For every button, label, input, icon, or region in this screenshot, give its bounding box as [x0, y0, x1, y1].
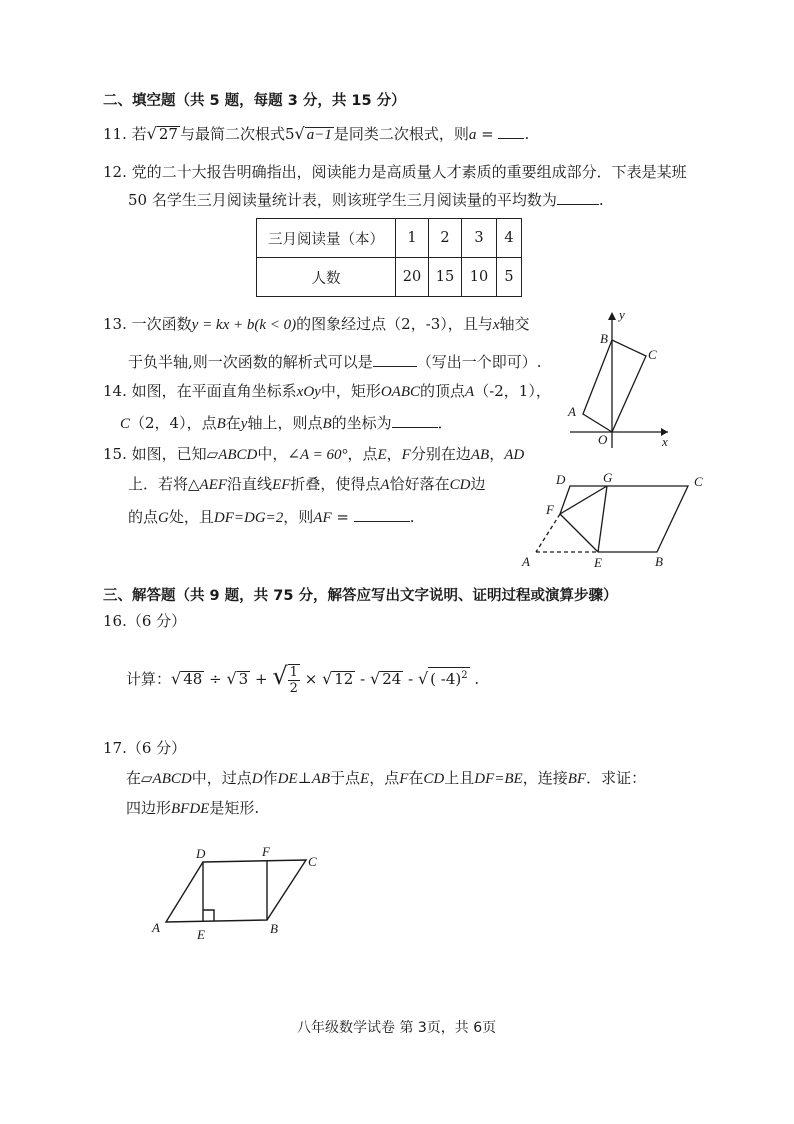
question-15: 15. 如图，已知▱ABCD中，∠A = 60°，点E，F分别在边AB，AD [103, 445, 525, 463]
label-c: C [648, 347, 657, 362]
table-row-label: 人数 [257, 258, 396, 297]
table-cell: 2 [429, 219, 462, 258]
label-a: A [152, 920, 160, 935]
table-cell: 10 [462, 258, 497, 297]
label-g: G [603, 470, 613, 485]
table-row [257, 219, 522, 258]
label-c: C [308, 854, 317, 869]
reading-stats-table [256, 218, 522, 297]
question-16-expression: 计算：√ 48 ÷ √ 3 + √ $\frac{1}{2}$ × √ 12 - √ 24 - √ ( -4)$^2$ . [126, 662, 480, 696]
answer-blank [373, 352, 417, 367]
question-17-line2: 四边形BFDE是矩形. [126, 799, 260, 817]
segment-fe [560, 514, 598, 552]
segment-af-dashed [536, 514, 560, 552]
question-number: 14. [103, 382, 127, 400]
table-cell: 4 [497, 219, 522, 258]
question-number: 11. [103, 125, 127, 143]
question-13: 13. 一次函数y = kx + b(k < 0)的图象经过点（2，-3），且与x轴交 [103, 315, 530, 333]
question-number: 12. [103, 163, 127, 181]
question-17-line1: 在▱ABCD中，过点D作DE⊥AB于点E，点F在CD上且DF=BE，连接BF．求证： [126, 769, 647, 787]
table-cell: 20 [396, 258, 429, 297]
question-11: 11. 若√ 27 与最简二次根式5√ a−1 是同类二次根式，则a = . [103, 124, 530, 143]
y-axis-arrow [608, 312, 616, 320]
label-e: E [197, 927, 205, 942]
question-number: 16. [103, 612, 127, 630]
label-a: A [522, 554, 530, 569]
question-16-header: 16.（6 分） [103, 612, 187, 630]
question-14-line2: C（2，4），点B在y轴上，则点B的坐标为 ． [120, 414, 453, 432]
question-number: 15. [103, 445, 127, 463]
parallelogram-outline [560, 486, 688, 552]
rectangle-oabc [583, 340, 646, 432]
label-c: C [694, 474, 703, 489]
question-12-line2: 50 名学生三月阅读量统计表，则该班学生三月阅读量的平均数为 . [128, 191, 604, 209]
question-15-line2: 上．若将△AEF沿直线EF折叠，使得点A恰好落在CD边 [128, 475, 486, 493]
label-d: D [556, 472, 566, 487]
question-13-line2: 于负半轴,则一次函数的解析式可以是 （写出一个即可）. [128, 353, 542, 371]
answer-blank [392, 413, 438, 428]
question-17-header: 17.（6 分） [103, 739, 187, 757]
figure-parallelogram-bfde [146, 842, 336, 944]
label-o: O [598, 432, 608, 447]
segment-fg [560, 486, 607, 514]
label-b: B [655, 554, 663, 569]
label-f: F [546, 502, 554, 517]
label-x: x [662, 434, 668, 449]
figure-folded-parallelogram [512, 470, 712, 574]
question-12: 12. 党的二十大报告明确指出，阅读能力是高质量人才素质的重要组成部分．下表是某班 [103, 163, 687, 181]
answer-blank [557, 190, 599, 205]
table-cell: 5 [497, 258, 522, 297]
section-title-fill-in: 二、填空题（共 5 题，每题 3 分，共 15 分） [103, 93, 406, 109]
label-e: E [594, 555, 602, 570]
label-y: y [619, 307, 625, 322]
label-b: B [270, 921, 278, 936]
question-number: 13. [103, 315, 127, 333]
section-title-solve: 三、解答题（共 9 题，共 75 分，解答应写出文字说明、证明过程或演算步骤） [103, 588, 618, 604]
label-d: D [196, 846, 206, 861]
table-cell: 3 [462, 219, 497, 258]
label-b: B [600, 331, 608, 346]
label-f: F [262, 844, 270, 859]
table-cell: 15 [429, 258, 462, 297]
table-header-label: 三月阅读量（本） [257, 219, 396, 258]
parallelogram-abcd [166, 860, 306, 922]
answer-blank [498, 124, 524, 139]
table-row [257, 258, 522, 297]
segment-ge [598, 486, 607, 552]
page-footer: 八年级数学试卷 第 3页，共 6页 [297, 1020, 497, 1036]
question-15-line3: 的点G处，且DF=DG=2，则AF = . [128, 508, 415, 526]
table-cell: 1 [396, 219, 429, 258]
right-angle-mark [203, 910, 214, 921]
answer-blank [354, 507, 410, 522]
question-number: 17. [103, 739, 127, 757]
label-a: A [568, 404, 576, 419]
figure-coordinate-rectangle [560, 306, 680, 450]
question-14: 14. 如图，在平面直角坐标系xOy中，矩形OABC的顶点A（-2，1）， [103, 382, 551, 400]
